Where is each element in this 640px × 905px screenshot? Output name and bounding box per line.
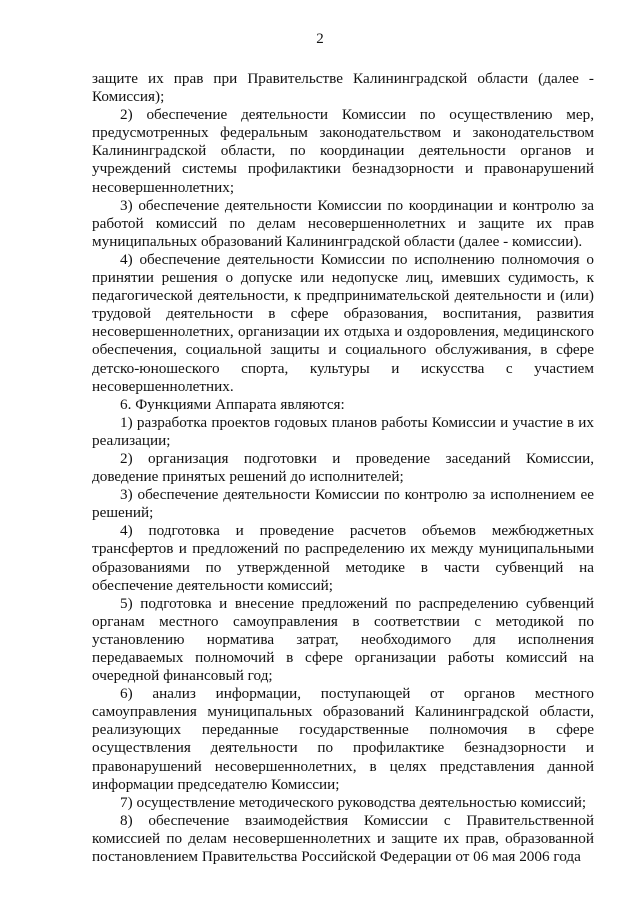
paragraph-item-2: 2) обеспечение деятельности Комиссии по осуществлению мер, предусмотренных федеральным законодательством и законодательством Калининградской области, по координации деятельности органов и учреждений системы профилактики безнадзорности и правонарушений несовершеннолетних; bbox=[92, 106, 594, 196]
page-number: 2 bbox=[316, 31, 324, 47]
function-item-5: 5) подготовка и внесение предложений по распределению субвенций органам местного самоуправления в соответствии с методикой по установлению норматива затрат, необходимого для исполнения передаваемых полномочий в сфере организации работы комиссий на очередной финансовый год; bbox=[92, 594, 594, 685]
function-item-3: 3) обеспечение деятельности Комиссии по контролю за исполнением ее решений; bbox=[92, 486, 594, 522]
function-item-8: 8) обеспечение взаимодействия Комиссии с Правительственной комиссией по делам несовершеннолетних и защите их прав, образованной постановлением Правительства Российской Федерации от 06 мая 2006 года bbox=[92, 811, 594, 866]
document-body bbox=[92, 70, 594, 866]
function-item-2: 2) организация подготовки и проведение заседаний Комиссии, доведение принятых решений до исполнителей; bbox=[92, 449, 594, 486]
paragraph-item-4: 4) обеспечение деятельности Комиссии по исполнению полномочия о принятии решения о допуске или недопуске лиц, имевших судимость, к педагогической деятельности, к предпринимательской деятельности и (или) трудовой деятельности в сфере образования, воспитания, развития несовершеннолетних, организации их отдыха и оздоровления, медицинского обеспечения, социальной защиты и социального обслуживания, в сфере детско-юношеского спорта, культуры и искусства с участием несовершеннолетних. bbox=[92, 250, 594, 395]
paragraph-continuation: защите их прав при Правительстве Калининградской области (далее - Комиссия); bbox=[92, 70, 594, 106]
function-item-4: 4) подготовка и проведение расчетов объемов межбюджетных трансфертов и предложений по распределению их между муниципальными образованиями по утвержденной методике в части субвенций на обеспечение деятельности комиссий; bbox=[92, 522, 594, 594]
function-item-7: 7) осуществление методического руководства деятельностью комиссий; bbox=[120, 793, 587, 811]
section-heading-functions: 6. Функциями Аппарата являются: bbox=[120, 395, 345, 413]
paragraph-item-3: 3) обеспечение деятельности Комиссии по координации и контролю за работой комиссий по делам несовершеннолетних и защите их прав муниципальных образований Калининградской области (далее - комиссии). bbox=[92, 196, 594, 250]
function-item-1: 1) разработка проектов годовых планов работы Комиссии и участие в их реализации; bbox=[92, 413, 594, 449]
function-item-6: 6) анализ информации, поступающей от органов местного самоуправления муниципальных образований Калининградской области, реализующих переданные государственные полномочия в сфере осуществления деятельности по профилактике безнадзорности и правонарушений несовершеннолетних, в целях представления данной информации председателю Комиссии; bbox=[92, 685, 594, 793]
